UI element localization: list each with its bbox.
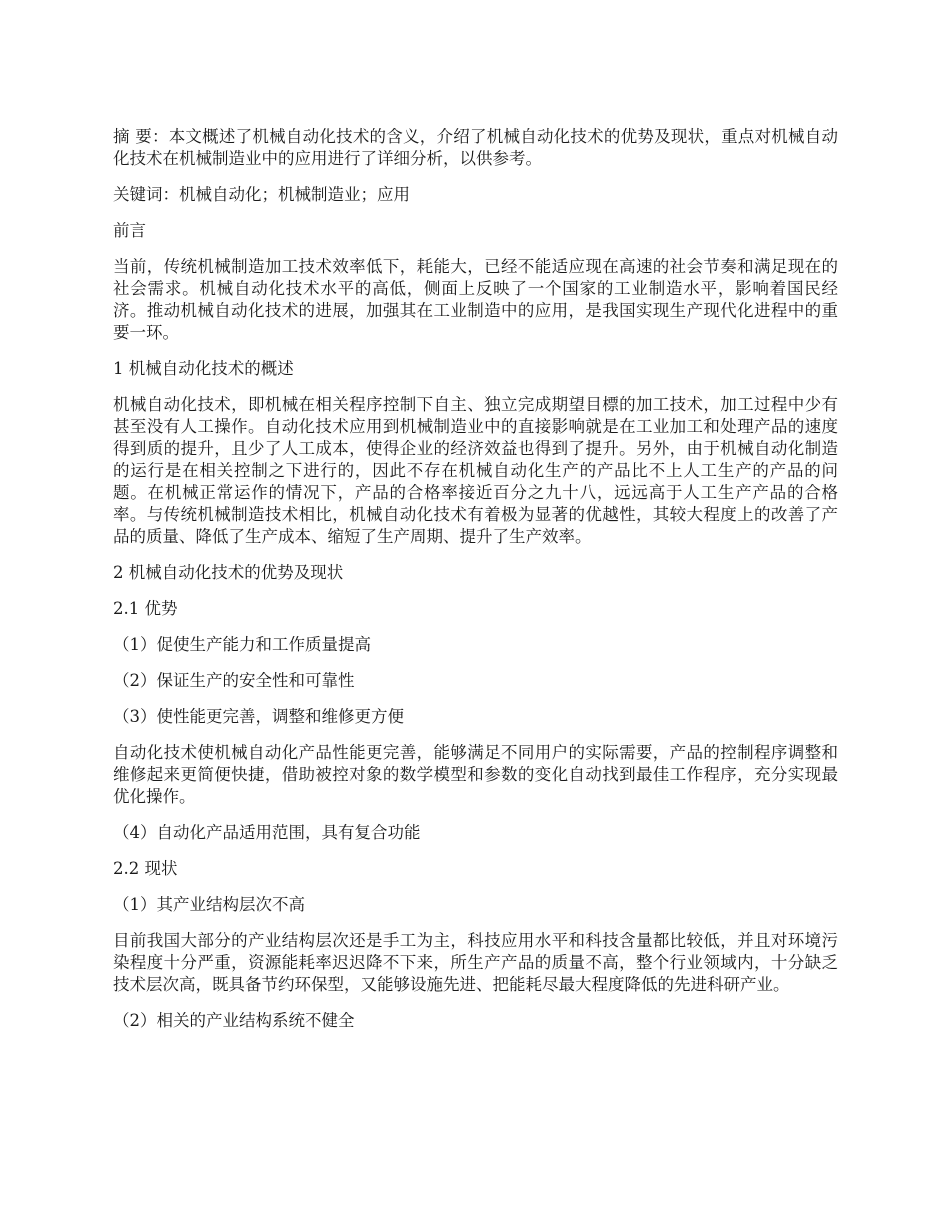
section2-2-heading: 2.2 现状 <box>113 859 178 878</box>
keywords-paragraph: 关键词：机械自动化；机械制造业；应用 <box>113 185 410 204</box>
status-item-1: （1）其产业结构层次不高 <box>113 895 305 914</box>
advantage-item-1: （1）促使生产能力和工作质量提高 <box>113 635 371 654</box>
advantage-item-4: （4）自动化产品适用范围，具有复合功能 <box>113 823 421 842</box>
section1-paragraph: 机械自动化技术，即机械在相关程序控制下自主、独立完成期望目標的加工技术，加工过程中少有甚至没有人工操作。自动化技术应用到机械制造业中的直接影响就是在工业加工和处理产品的速度得到质的提升，且少了人工成本，使得企业的经济效益也得到了提升。另外，由于机械自动化制造的运行是在相关控制之下进行的，因此不存在机械自动化生产的产品比不上人工生产的产品的问题。在机械正常运作的情况下，产品的合格率接近百分之九十八，远远高于人工生产产品的合格率。与传统机械制造技术相比，机械自动化技术有着极为显著的优越性，其较大程度上的改善了产品的质量、降低了生产成本、缩短了生产周期、提升了生产效率。 <box>113 395 838 546</box>
advantage-item-3: （3）使性能更完善，调整和维修更方便 <box>113 707 404 726</box>
section2-1-heading: 2.1 优势 <box>113 599 178 618</box>
advantage-item-3-paragraph: 自动化技术使机械自动化产品性能更完善，能够满足不同用户的实际需要，产品的控制程序调整和维修起来更简便快捷，借助被控对象的数学模型和参数的变化自动找到最佳工作程序，充分实现最优化操作。 <box>113 743 838 806</box>
advantage-item-2: （2）保证生产的安全性和可靠性 <box>113 671 355 690</box>
status-item-1-paragraph: 目前我国大部分的产业结构层次还是手工为主，科技应用水平和科技含量都比较低，并且对环境污染程度十分严重，资源能耗率迟迟降不下来，所生产产品的质量不高，整个行业领域内，十分缺乏技术层次高，既具备节约环保型，又能够设施先进、把能耗尽最大程度降低的先进科研产业。 <box>113 931 838 994</box>
status-item-2: （2）相关的产业结构系统不健全 <box>113 1011 355 1030</box>
preface-paragraph: 当前，传统机械制造加工技术效率低下，耗能大，已经不能适应现在高速的社会节奏和满足现在的社会需求。机械自动化技术水平的高低，侧面上反映了一个国家的工业制造水平，影响着国民经济。推动机械自动化技术的进展，加强其在工业制造中的应用，是我国实现生产现代化进程中的重要一环。 <box>113 257 838 342</box>
section1-heading: 1 机械自动化技术的概述 <box>113 359 294 378</box>
abstract-paragraph: 摘 要：本文概述了机械自动化技术的含义，介绍了机械自动化技术的优势及现状，重点对机械自动化技术在机械制造业中的应用进行了详细分析，以供参考。 <box>113 127 838 168</box>
preface-heading: 前言 <box>113 221 146 240</box>
section2-heading: 2 机械自动化技术的优势及现状 <box>113 563 344 582</box>
